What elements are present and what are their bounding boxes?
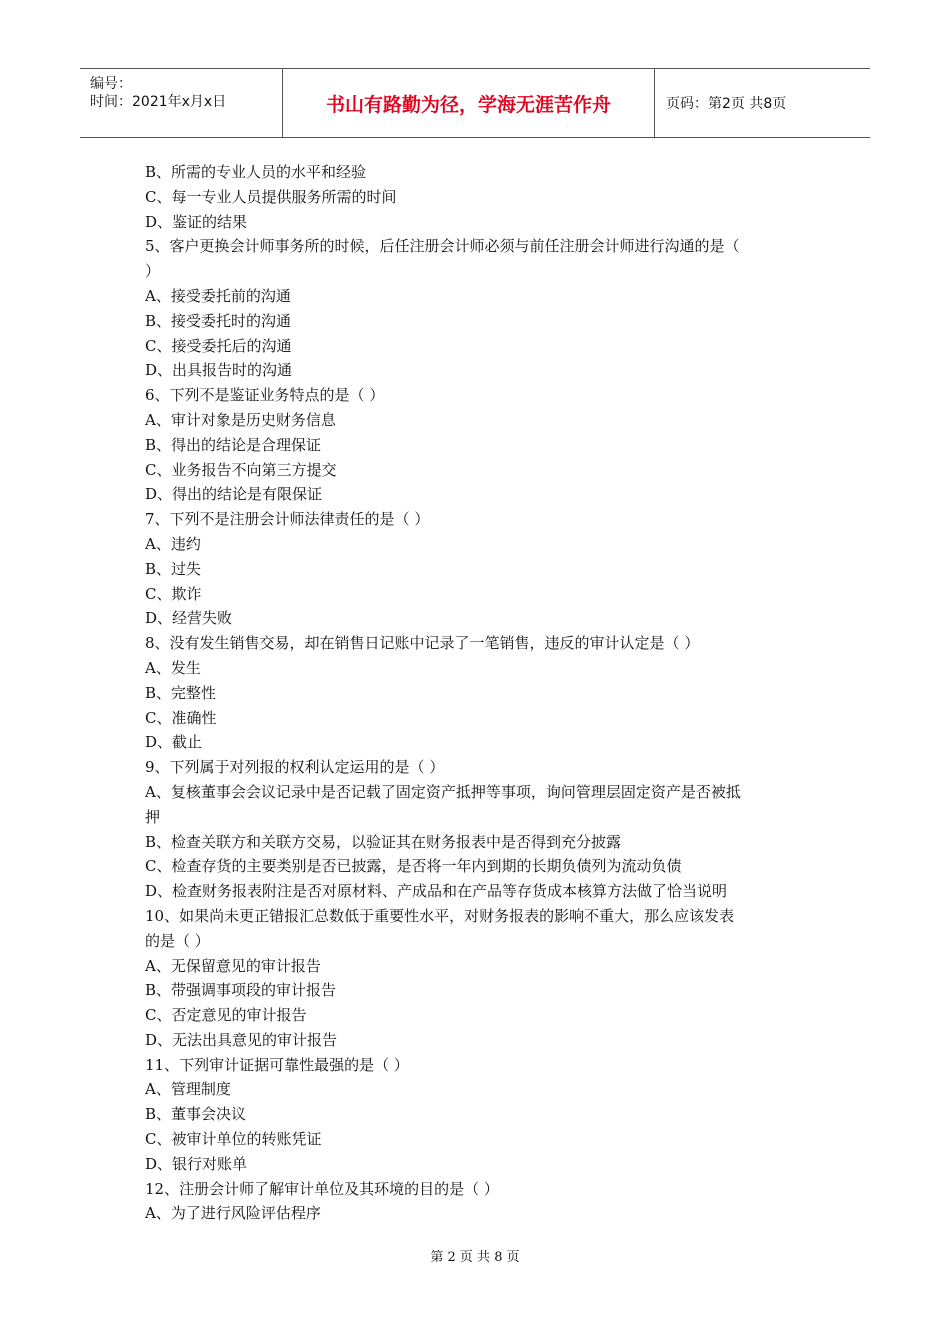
text-line: B、过失: [145, 559, 202, 578]
text-line: B、完整性: [145, 683, 217, 702]
text-line: B、检查关联方和关联方交易，以验证其在财务报表中是否得到充分披露: [145, 832, 622, 851]
text-line: 9、下列属于对列报的权利认定运用的是（ ）: [145, 758, 445, 777]
text-line: 7、下列不是注册会计师法律责任的是（ ）: [145, 510, 430, 529]
header-meta: [80, 69, 283, 137]
text-line: A、发生: [145, 658, 201, 677]
text-line: D、鉴证的结果: [145, 212, 248, 231]
text-line: D、截止: [145, 733, 203, 752]
text-line: 12、注册会计师了解审计单位及其环境的目的是（ ）: [145, 1179, 499, 1198]
text-line: C、接受委托后的沟通: [145, 336, 292, 355]
text-line: A、复核董事会会议记录中是否记载了固定资产抵押等事项，询问管理层固定资产是否被抵: [145, 782, 741, 801]
text-line: D、无法出具意见的审计报告: [145, 1030, 338, 1049]
text-line: B、带强调事项段的审计报告: [145, 981, 337, 1000]
text-line: A、无保留意见的审计报告: [145, 956, 321, 975]
text-line: B、所需的专业人员的水平和经验: [145, 163, 367, 181]
text-line: D、出具报告时的沟通: [145, 361, 293, 380]
text-line: C、检查存货的主要类别是否已披露，是否将一年内到期的长期负债列为流动负债: [145, 857, 682, 876]
text-line: 的是（ ）: [145, 931, 210, 950]
text-line: C、否定意见的审计报告: [145, 1006, 307, 1025]
text-line: C、欺诈: [145, 584, 202, 603]
text-line: A、为了进行风险评估程序: [145, 1204, 321, 1223]
text-line: 10、如果尚未更正错报汇总数低于重要性水平，对财务报表的影响不重大，那么应该发表: [145, 906, 735, 925]
text-line: A、管理制度: [145, 1080, 231, 1099]
text-line: D、经营失败: [145, 609, 233, 628]
text-line: B、接受委托时的沟通: [145, 311, 292, 330]
text-line: 5、客户更换会计师事务所的时候，后任注册会计师必须与前任注册会计师进行沟通的是（: [145, 237, 740, 256]
text-line: C、被审计单位的转账凭证: [145, 1130, 322, 1149]
text-line: C、准确性: [145, 708, 217, 727]
page-header: [80, 68, 870, 138]
text-line: D、得出的结论是有限保证: [145, 485, 323, 504]
header-motto: 书山有路勤为径，学海无涯苦作舟: [283, 69, 655, 137]
header-page-info: 页码：第2页 共8页: [666, 96, 787, 112]
text-line: 押: [145, 807, 161, 826]
text-line: A、违约: [145, 534, 201, 553]
text-line: B、董事会决议: [145, 1105, 247, 1124]
text-line: A、审计对象是历史财务信息: [145, 410, 336, 429]
text-line: A、接受委托前的沟通: [145, 286, 291, 305]
text-line: B、得出的结论是合理保证: [145, 435, 322, 454]
document-body: [145, 160, 810, 1226]
text-line: 8、没有发生销售交易，却在销售日记账中记录了一笔销售，违反的审计认定是（ ）: [145, 634, 700, 653]
time-label: 时间：2021年x月x日: [90, 94, 227, 110]
text-line: 6、下列不是鉴证业务特点的是（ ）: [145, 386, 385, 405]
number-label: 编号：: [90, 76, 132, 92]
text-line: C、业务报告不向第三方提交: [145, 460, 337, 479]
page-footer: 第 2 页 共 8 页: [430, 1250, 520, 1265]
text-line: 11、下列审计证据可靠性最强的是（ ）: [145, 1055, 409, 1074]
text-line: ）: [145, 262, 161, 281]
text-line: D、检查财务报表附注是否对原材料、产成品和在产品等存货成本核算方法做了恰当说明: [145, 882, 728, 901]
text-line: C、每一专业人员提供服务所需的时间: [145, 187, 397, 206]
text-line: D、银行对账单: [145, 1154, 248, 1173]
